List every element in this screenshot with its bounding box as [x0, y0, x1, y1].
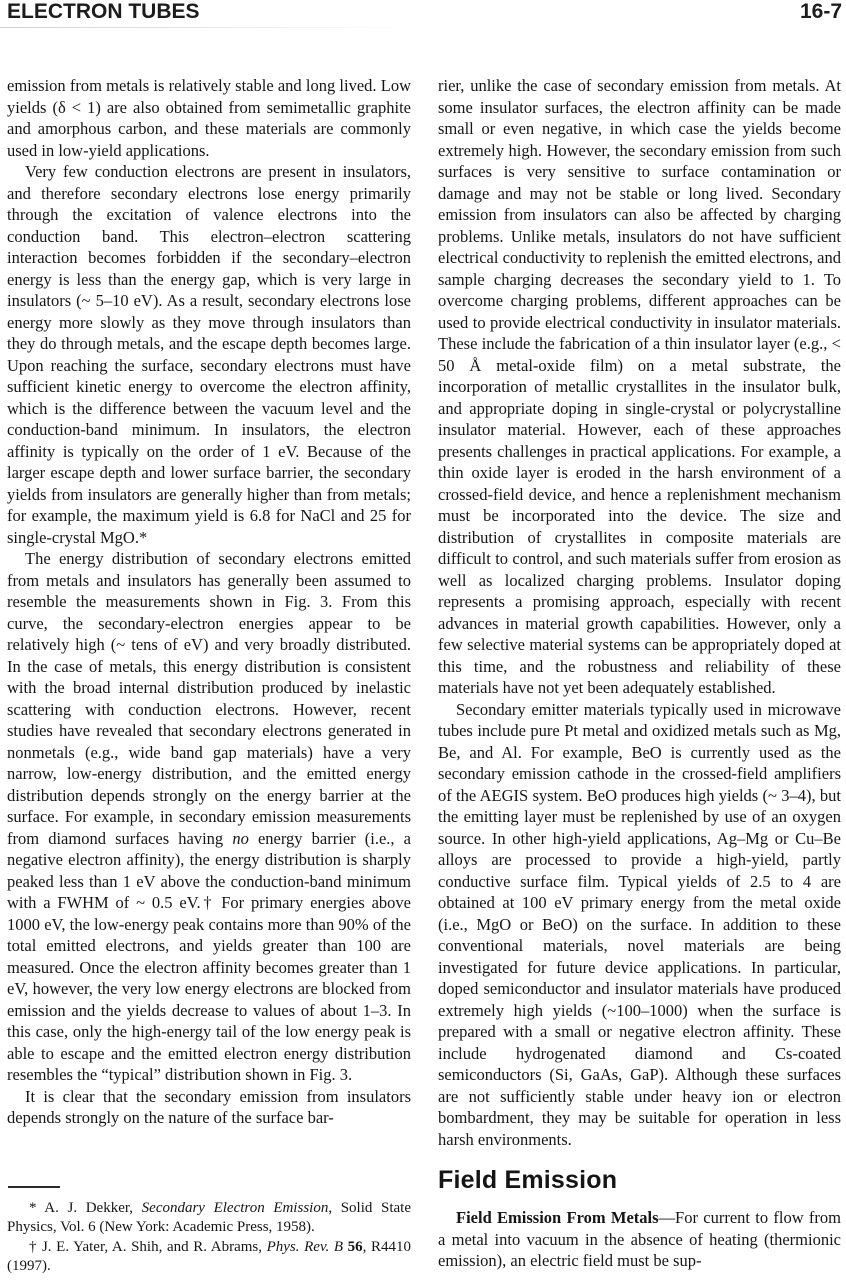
paragraph: Very few conduction electrons are present in insulators, and therefore secondary electrons lose energy primarily through the excitation of valence electrons into the conduction band. This electron–electron scattering interaction becomes forbidden if the secondary–electron energy is less than the energy gap, which is very large in insulators (~ 5–10 eV). As a result, secondary electrons lose energy more slowly as they move through insulators than they do through metals, and the escape depth becomes large. Upon reaching the surface, secondary electrons must have sufficient kinetic energy to overcome the electron affinity, which is the difference between the vacuum level and the conduction-band minimum. In insulators, the electron affinity is typically on the order of 1 eV. Because of the larger escape depth and lower surface barrier, the secondary yields from insulators are generally higher than from metals; for example, the maximum yield is 6.8 for NaCl and 25 for single-crystal MgO.*	[7, 162, 411, 547]
paragraph: Field Emission From Metals—For current to flow from a metal into vacuum in the absence of heating (thermionic emission), an electric field must be sup-	[438, 1208, 841, 1270]
paragraph: Secondary emitter materials typically used in microwave tubes include pure Pt metal and oxidized metals such as Mg, Be, and Al. For example, BeO is currently used as the secondary emission cathode in the crossed-field amplifiers of the AEGIS system. BeO produces high yields (~ 3–4), but the emitting layer must be replenished by use of an oxygen source. In other high-yield applications, Ag–Mg or Cu–Be alloys are processed to provide a high-yield, partly conductive surface film. Typical yields of 2.5 to 4 are obtained at 100 eV primary energy from the metal oxide (i.e., MgO or BeO) on the surface. In addition to these conventional materials, novel materials are being investigated for future device applications. In particular, doped semiconductor and insulator materials have produced extremely high yields (~100–1000) when the surface is prepared with a small or negative electron affinity. These include hydrogenated diamond and Cs-coated semiconductors (Si, GaAs, GaP). Although these surfaces are not sufficiently stable under heavy ion or electron bombardment, they may be suitable for operation in less harsh environments.	[438, 699, 841, 1149]
paragraph: It is clear that the secondary emission from insulators depends strongly on the nature of the surface bar-	[7, 1086, 411, 1127]
footnote-yater: † J. E. Yater, A. Shih, and R. Abrams, Phys. Rev. B 56, R4410 (1997).	[7, 1238, 412, 1275]
right-column	[438, 75, 841, 1283]
footnote-block	[7, 1186, 411, 1283]
footnote-rule	[8, 1186, 60, 1188]
header-rule	[0, 27, 420, 28]
footnote-dekker: * A. J. Dekker, Secondary Electron Emission, Solid State Physics, Vol. 6 (New York: Academic Press, 1958).	[7, 1199, 412, 1236]
footnotes	[7, 1199, 411, 1277]
paragraph: emission from metals is relatively stable and long lived. Low yields (δ < 1) are also obtained from semimetallic graphite and amorphous carbon, and these materials are commonly used in low-yield applications.	[7, 76, 411, 160]
field-emission-text	[438, 1207, 841, 1272]
page-number: 16-7	[799, 0, 842, 23]
section-heading-field-emission: Field Emission	[438, 1166, 618, 1194]
left-column	[7, 75, 411, 1283]
left-column-text	[7, 75, 411, 1129]
right-column-text	[438, 75, 841, 1150]
paragraph: The energy distribution of secondary electrons emitted from metals and insulators has generally been assumed to resemble the measurements shown in Fig. 3. From this curve, the secondary-electron energies appear to be relatively high (~ tens of eV) and very broadly distributed. In the case of metals, this energy distribution is consistent with the broad internal distribution produced by inelastic scattering with conduction electrons. However, recent studies have revealed that secondary electrons generated in nonmetals (e.g., wide band gap materials) have a very narrow, low-energy distribution, and the emitted energy distribution depends strongly on the energy barrier at the surface. For example, in secondary emission measurements from diamond surfaces having no energy barrier (i.e., a negative electron affinity), the energy distribution is sharply peaked less than 1 eV above the conduction-band minimum with a FWHM of ~ 0.5 eV.† For primary energies above 1000 eV, the low-energy peak contains more than 90% of the total emitted electrons, and yields greater than 100 are measured. Once the electron affinity becomes greater than 1 eV, however, the very low energy electrons are blocked from emission and the yields decrease to values of about 1–3. In this case, only the high-energy tail of the low energy peak is able to escape and the emitted electron energy distribution resembles the “typical” distribution shown in Fig. 3.	[7, 549, 411, 1084]
page-header	[7, 1, 842, 23]
page-title: ELECTRON TUBES	[7, 0, 200, 23]
paragraph: rier, unlike the case of secondary emission from metals. At some insulator surfaces, the electron affinity can be made small or even negative, in which case the yields become extremely high. However, the secondary emission from such surfaces is very sensitive to surface contamination or damage and may not be stable or long lived. Secondary emission from insulators can also be affected by charging problems. Unlike metals, insulators do not have sufficient electrical conductivity to replenish the emitted electrons, and sample charging decreases the secondary yield to 1. To overcome charging problems, different approaches can be used to provide electrical conductivity in insulator materials. These include the fabrication of a thin insulator layer (e.g., < 50 Å metal-oxide film) on a metal substrate, the incorporation of metallic crystallites in the insulator bulk, and appropriate doping in single-crystal or polycrystalline insulator material. However, each of these approaches presents challenges in practical applications. For example, a thin oxide layer is eroded in the harsh environment of a crossed-field device, and hence a replenishment mechanism must be incorporated into the device. The size and distribution of crystallites in composite materials are difficult to control, and such materials suffer from erosion as well as localized charging problems. Insulator doping represents a promising approach, especially with recent advances in material growth capabilities. However, only a few selective material systems can be appropriately doped at this time, and the robustness and reliability of these materials have not yet been adequately established.	[438, 76, 841, 697]
